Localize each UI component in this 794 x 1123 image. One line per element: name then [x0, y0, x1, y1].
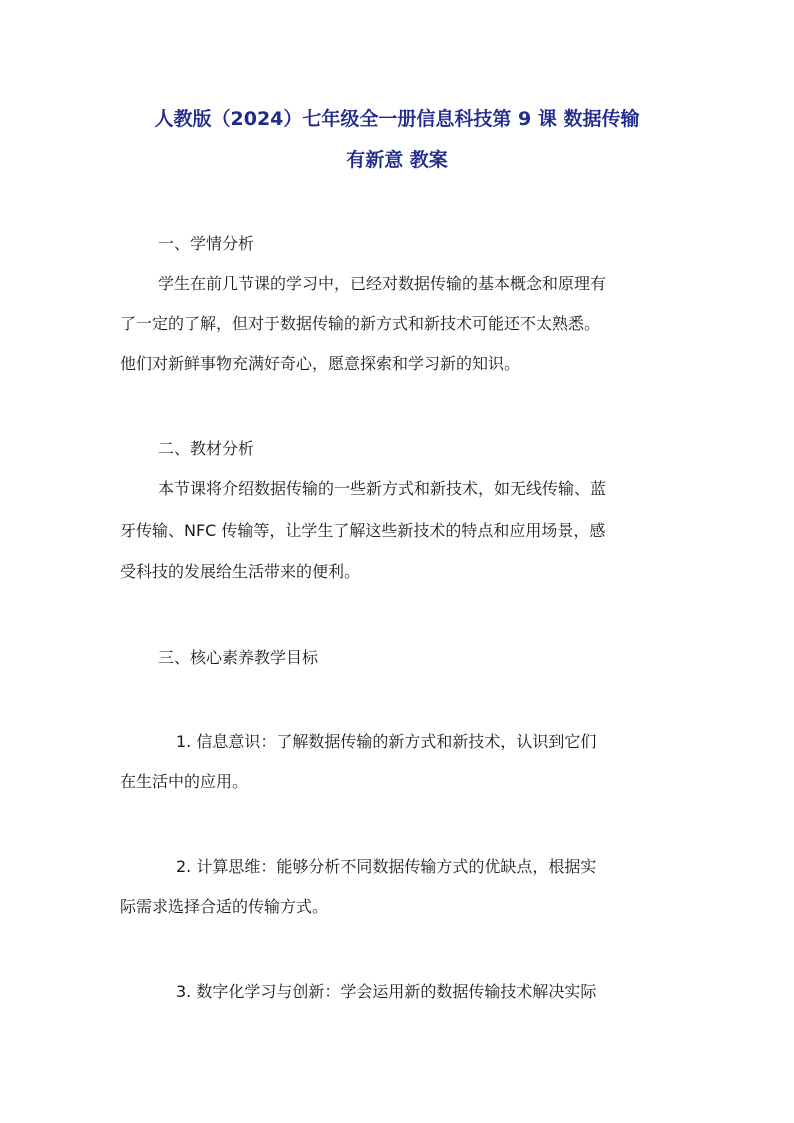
section-heading-learner-analysis: 一、学情分析 [158, 234, 255, 253]
paragraph-line: 他们对新鲜事物充满好奇心，愿意探索和学习新的知识。 [120, 354, 521, 373]
paragraph-line: 牙传输、NFC 传输等，让学生了解这些新技术的特点和应用场景，感 [120, 521, 606, 540]
goal-item-2-line-2: 际需求选择合适的传输方式。 [120, 897, 329, 916]
goal-item-1-line-1: 1. 信息意识：了解数据传输的新方式和新技术，认识到它们 [176, 732, 597, 751]
document-title-line-1: 人教版（2024）七年级全一册信息科技第 9 课 数据传输 [154, 108, 640, 130]
section-heading-textbook-analysis: 二、教材分析 [158, 439, 255, 458]
paragraph-line: 受科技的发展给生活带来的便利。 [120, 562, 361, 581]
section-heading-core-literacy-goals: 三、核心素养教学目标 [158, 648, 319, 667]
paragraph-line: 了一定的了解，但对于数据传输的新方式和新技术可能还不太熟悉。 [120, 314, 601, 333]
goal-item-3-line-1: 3. 数字化学习与创新：学会运用新的数据传输技术解决实际 [176, 982, 597, 1001]
paragraph-line: 本节课将介绍数据传输的一些新方式和新技术，如无线传输、蓝 [158, 479, 607, 498]
goal-item-1-line-2: 在生活中的应用。 [120, 772, 249, 791]
paragraph-line: 学生在前几节课的学习中，已经对数据传输的基本概念和原理有 [158, 274, 607, 293]
document-title-line-2: 有新意 教案 [346, 149, 448, 171]
goal-item-2-line-1: 2. 计算思维：能够分析不同数据传输方式的优缺点，根据实 [176, 857, 597, 876]
